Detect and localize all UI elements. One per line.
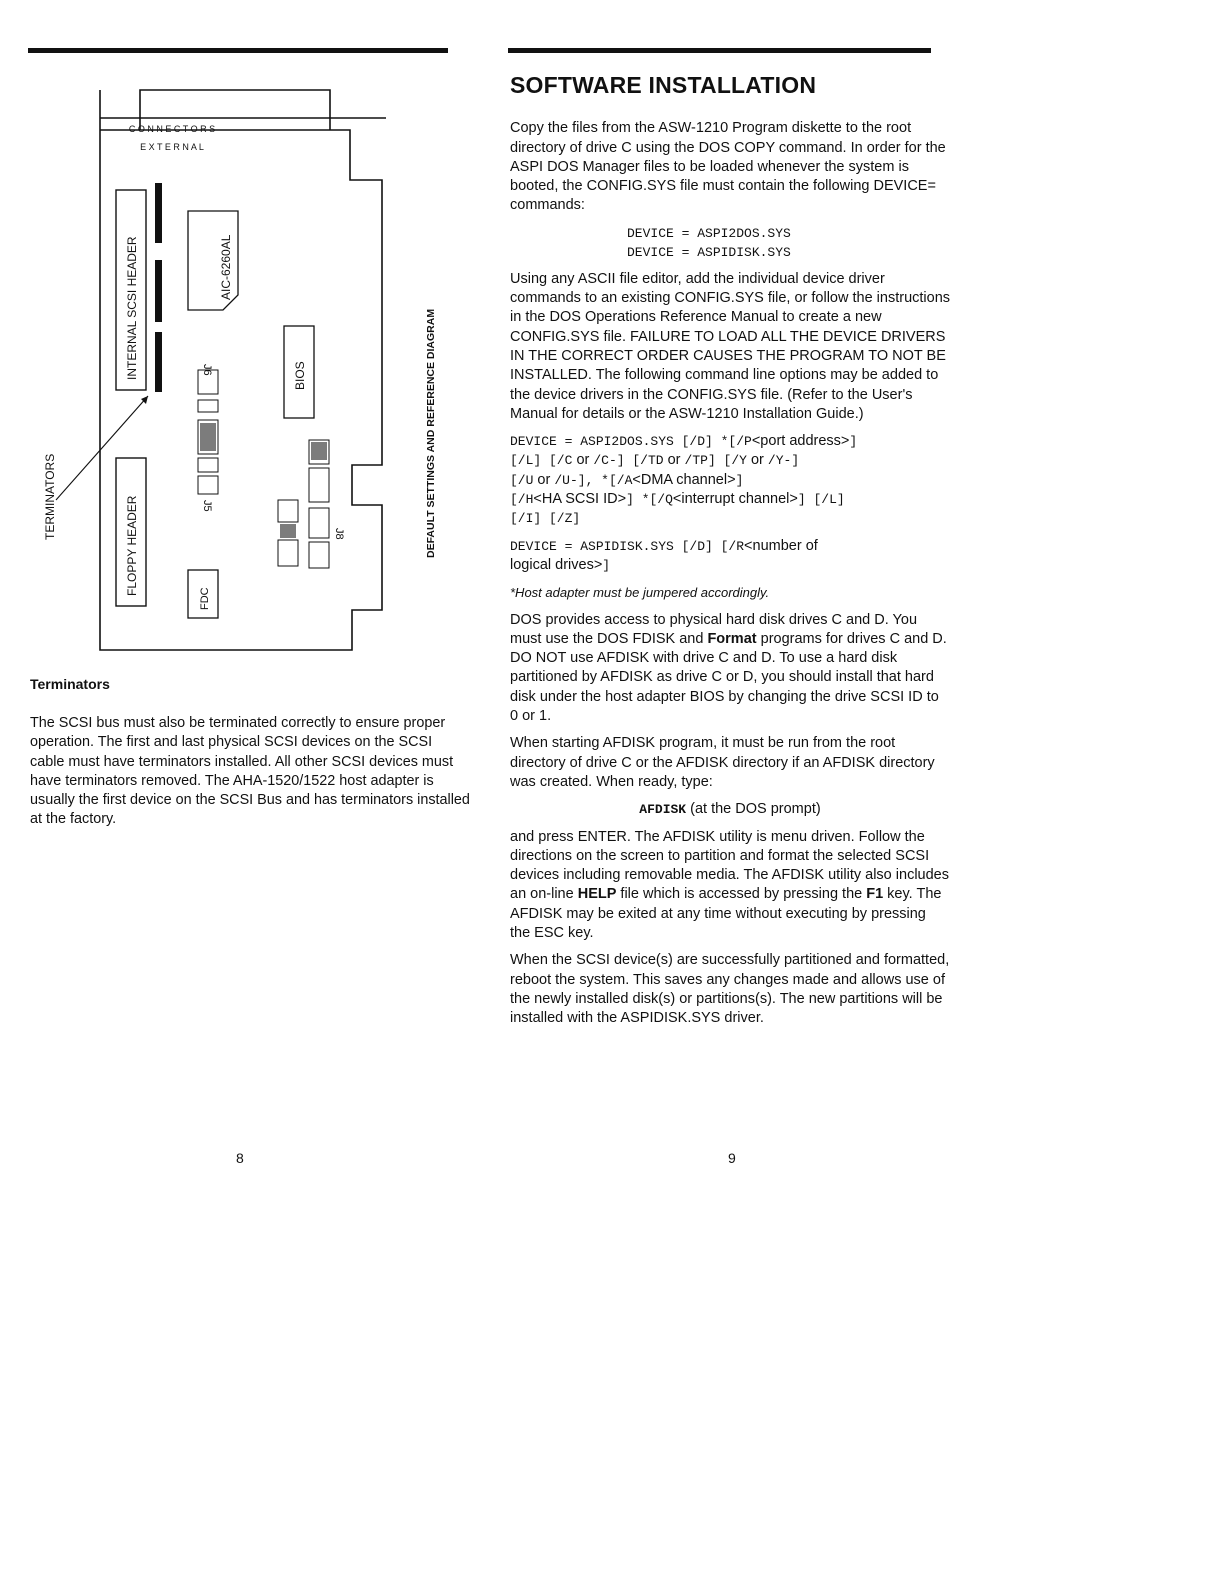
section-title: SOFTWARE INSTALLATION (510, 72, 817, 98)
aspi2dos-syntax (510, 432, 950, 528)
terminators-pointer (56, 396, 148, 500)
fdc-label: FDC (199, 587, 211, 610)
bios-label: BIOS (293, 361, 307, 390)
diagram-title: DEFAULT SETTINGS AND REFERENCE DIAGRAM (425, 308, 437, 558)
left-page-number: 8 (236, 1150, 244, 1166)
aspidisk-syntax (510, 537, 950, 576)
terminators-label: TERMINATORS (43, 453, 57, 540)
dos-paragraph: DOS provides access to physical hard disk drives C and D. You must use the DOS FDISK and Format programs for drives C and D. DO NOT use AFDISK with drive C and D. To use a hard disk partitioned by AFDISK as drive C or D, you should install that hard disk under the host adapter BIOS by changing the drive SCSI ID to 0 or 1. (510, 611, 947, 725)
external-connectors-label (129, 124, 215, 152)
connectors-letters: C O N N E C T O R S (128, 124, 216, 134)
left-column (30, 676, 470, 830)
syntax2-line-2: logical drives>] (510, 556, 611, 573)
right-column (510, 72, 951, 1036)
j5-label: J5 (201, 500, 213, 512)
chip-label: AIC-6260AL (219, 234, 233, 300)
reboot-paragraph: When the SCSI device(s) are successfully partitioned and formatted, reboot the system. This saves any changes made and allows use of the newly installed disk(s) or partitions(s). The new partitions will be installed with the ASPIDISK.SYS driver. (510, 952, 950, 1027)
floppy-label: FLOPPY HEADER (125, 495, 139, 596)
j8-label: J8 (333, 528, 345, 540)
syntax2-line-1: DEVICE = ASPIDISK.SYS [/D] [/R<number of (510, 537, 818, 554)
afdisk-command: AFDISK (at the DOS prompt) (639, 801, 821, 818)
syntax-line-2: [/L] [/C or /C-] [/TD or /TP] [/Y or /Y-] (510, 452, 800, 469)
afdisk-start-paragraph: When starting AFDISK program, it must be run from the root directory of drive C or the AFDISK directory if an AFDISK directory was created. When ready, type: (510, 735, 935, 790)
jumper-note: *Host adapter must be jumpered accordingly. (510, 585, 770, 601)
syntax-line-3: [/U or /U-], *[/A<DMA channel>] (510, 471, 744, 488)
syntax-line-4: [/H<HA SCSI ID>] *[/Q<interrupt channel>] [/L] (510, 491, 845, 508)
terminators-paragraph: The SCSI bus must also be terminated correctly to ensure proper operation. The first and last physical SCSI devices on the SCSI cable must have terminators installed. All other SCSI devices must have terminators removed. The AHA-1520/1522 host adapter is usually the first device on the SCSI Bus and has terminators installed at the factory. (30, 715, 470, 828)
command-aspi2dos: DEVICE = ASPI2DOS.SYS (627, 225, 791, 241)
right-top-rule (508, 48, 931, 53)
afdisk-usage-paragraph: and press ENTER. The AFDISK utility is menu driven. Follow the directions on the screen to partition and format the selected SCSI devices including removable media. The AFDISK utility also includes an on-line HELP file which is accessed by pressing the F1 key. The AFDISK may be exited at any time without executing by pressing the ESC key. (510, 828, 949, 941)
terminators-heading: Terminators (30, 676, 110, 692)
intro-paragraph: Copy the files from the ASW-1210 Program diskette to the root directory of drive C using the DOS COPY command. In order for the ASPI DOS Manager files to be loaded whenever the system is booted, the CONFIG.SYS file must contain the following DEVICE= commands: (510, 120, 946, 214)
internal-scsi-label: INTERNAL SCSI HEADER (125, 236, 139, 380)
right-page-number: 9 (728, 1150, 736, 1166)
syntax-line-5: [/I] [/Z] (510, 511, 581, 527)
device-commands (510, 224, 950, 262)
editor-paragraph: Using any ASCII file editor, add the individual device driver commands to an existing CONFIG.SYS file, or follow the instructions in the DOS Operations Reference Manual to create a new CONFIG.SYS file. FAILURE TO LOAD ALL THE DEVICE DRIVERS IN THE CORRECT ORDER CAUSES THE PROGRAM TO NOT BE INSTALLED. The following command line options may be added to the device drivers in the CONFIG.SYS file. (Refer to the User's Manual for details or the ASW-1210 Installation Guide.) (510, 270, 951, 422)
j6-label: J6 (201, 364, 213, 376)
external-letters: E X T E R N A L (140, 142, 204, 152)
reference-diagram (30, 80, 450, 660)
command-aspidisk: DEVICE = ASPIDISK.SYS (627, 244, 791, 260)
board-outline (100, 90, 386, 650)
syntax-line-1: DEVICE = ASPI2DOS.SYS [/D] *[/P<port address>] (510, 433, 858, 450)
left-top-rule (28, 48, 448, 53)
